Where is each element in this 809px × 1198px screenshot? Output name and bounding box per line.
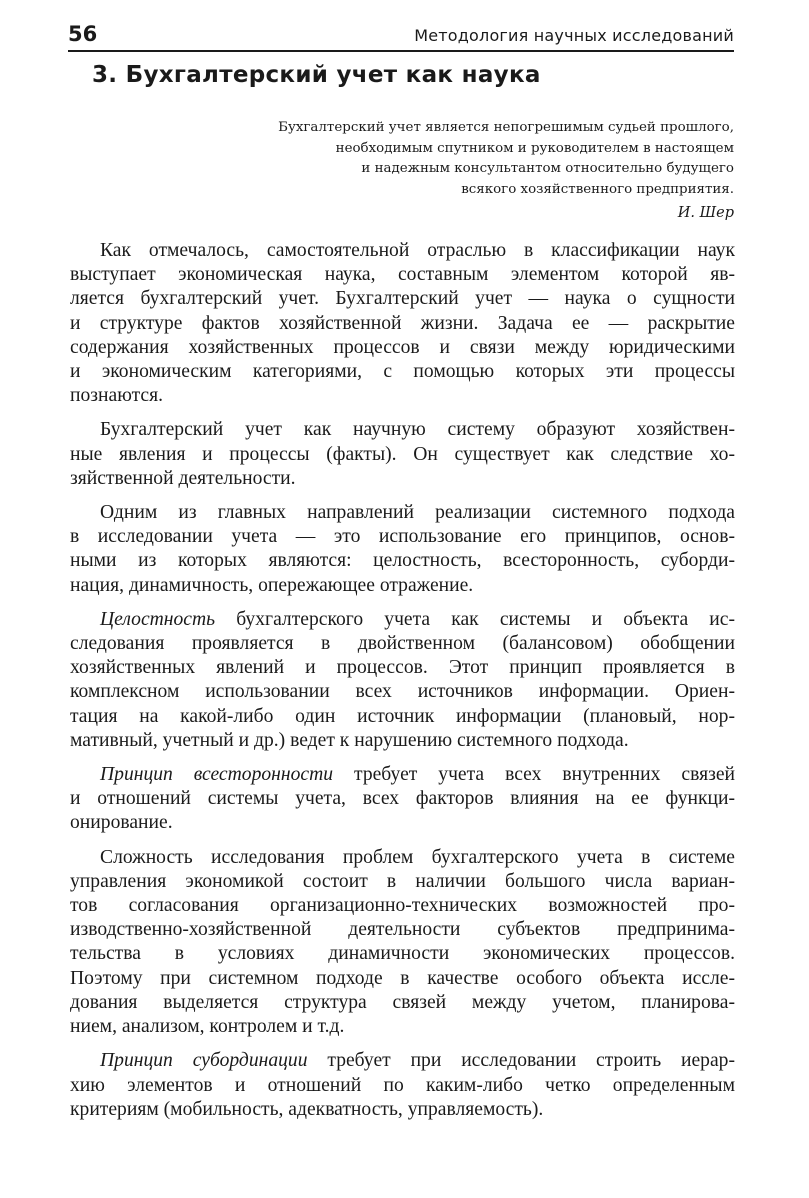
text-line: Сложность исследования проблем бухгалтерского учета в системе — [100, 846, 735, 868]
emphasis-term: Целостность — [100, 608, 216, 630]
running-header — [68, 18, 734, 52]
text-run: требует учета всех внутренних связей — [333, 764, 736, 786]
text-line: познаются. — [70, 385, 163, 407]
text-line: онирование. — [70, 812, 173, 834]
paragraph — [70, 418, 735, 491]
text-line — [70, 1049, 735, 1073]
epigraph-line: и надежным консультантом относительно будущего — [361, 161, 734, 176]
epigraph — [200, 118, 734, 224]
paragraph — [70, 1049, 735, 1122]
text-line — [70, 763, 735, 787]
section-heading: 3. Бухгалтерский учет как наука — [92, 62, 541, 88]
text-line: и экономическим категориями, с помощью которых эти процессы — [70, 361, 735, 383]
text-line: Как отмечалось, самостоятельной отраслью в классификации наук — [100, 240, 735, 261]
text-line: ные явления и процессы (факты). Он существует как следствие хо- — [70, 443, 735, 465]
epigraph-line: всякого хозяйственного предприятия. — [461, 181, 734, 197]
page-number: 56 — [68, 22, 98, 46]
text-line: Поэтому при системном подходе в качестве особого объекта иссле- — [70, 967, 735, 989]
text-line: управления экономикой состоит в наличии большого числа вариан- — [70, 870, 735, 892]
text-line: и структуре фактов хозяйственной жизни. Задача ее — раскрытие — [70, 312, 735, 334]
epigraph-line: Бухгалтерский учет является непогрешимым судьей прошлого, — [278, 120, 734, 135]
text-line: ляется бухгалтерский учет. Бухгалтерский учет — наука о сущности — [70, 288, 735, 310]
text-line: нием, анализом, контролем и т.д. — [70, 1016, 345, 1038]
emphasis-term: Принцип всесторонности — [100, 764, 334, 786]
text-line: изводственно-хозяйственной деятельности субъектов предпринима- — [70, 919, 735, 941]
text-line: тельства в условиях динамичности экономических процессов. — [70, 943, 735, 965]
running-title: Методология научных исследований — [414, 26, 734, 45]
paragraph — [70, 763, 735, 836]
paragraph — [70, 239, 735, 408]
emphasis-term: Принцип субординации — [100, 1050, 308, 1072]
text-line: выступает экономическая наука, составным элементом которой яв- — [70, 264, 735, 286]
text-line: и отношений системы учета, всех факторов влияния на ее функци- — [70, 788, 735, 810]
text-line: дования выделяется структура связей между учетом, планирова- — [70, 991, 735, 1013]
epigraph-author: И. Шер — [677, 205, 734, 221]
text-run: бухгалтерского учета как системы и объекта ис- — [215, 608, 735, 630]
text-line: мативный, учетный и др.) ведет к нарушению системного подхода. — [70, 729, 629, 751]
text-line: в исследовании учета — это использование его принципов, основ- — [70, 526, 735, 548]
text-line: критериям (мобильность, адекватность, управляемость). — [70, 1098, 544, 1120]
paragraph — [70, 608, 735, 753]
text-line: Бухгалтерский учет как научную систему образуют хозяйствен- — [100, 419, 735, 441]
body-text — [70, 239, 735, 1132]
text-line: ными из которых являются: целостность, всесторонность, суборди- — [70, 550, 735, 572]
text-line: комплексном использовании всех источников информации. Ориен- — [70, 681, 735, 703]
text-line — [70, 608, 735, 632]
text-line: тов согласования организационно-технических возможностей про- — [70, 895, 735, 917]
text-line: нация, динамичность, опережающее отражение. — [70, 574, 474, 596]
paragraph — [70, 846, 735, 1040]
text-line: тация на какой-либо один источник информации (плановый, нор- — [70, 705, 735, 727]
text-line: Одним из главных направлений реализации системного подхода — [100, 502, 735, 524]
text-line: хозяйственных явлений и процессов. Этот принцип проявляется в — [70, 657, 735, 679]
text-line: хию элементов и отношений по каким-либо четко определенным — [70, 1074, 735, 1096]
text-run: требует при исследовании строить иерар- — [307, 1050, 735, 1072]
text-line: следования проявляется в двойственном (балансовом) обобщении — [70, 633, 735, 655]
text-line: содержания хозяйственных процессов и связи между юридическими — [70, 336, 735, 358]
text-line: зяйственной деятельности. — [70, 467, 296, 489]
epigraph-line: необходимым спутником и руководителем в настоящем — [335, 140, 734, 156]
paragraph — [70, 501, 735, 598]
